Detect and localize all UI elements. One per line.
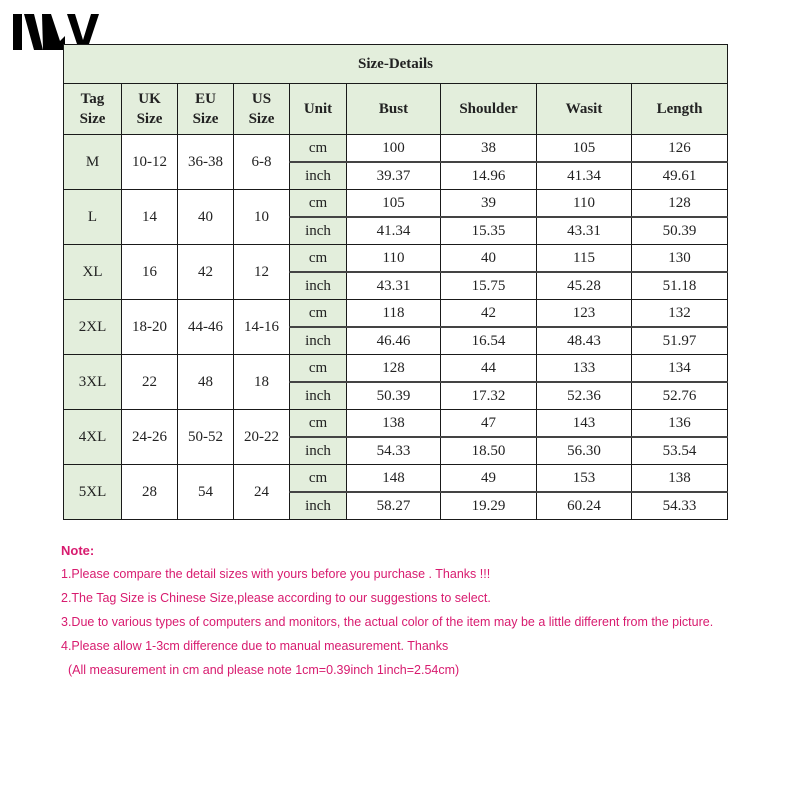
bust-cm-cell: 128 [347, 355, 441, 383]
header-us-size: US Size [234, 84, 290, 135]
table-row [64, 135, 728, 163]
waist-inch-cell: 43.31 [537, 217, 632, 245]
shoulder-inch-cell: 14.96 [441, 162, 537, 190]
header-length: Length [632, 84, 728, 135]
shoulder-inch-cell: 19.29 [441, 492, 537, 520]
length-inch-cell: 51.97 [632, 327, 728, 355]
header-shoulder: Shoulder [441, 84, 537, 135]
note-line-1: 1.Please compare the detail sizes with yours before you purchase . Thanks !!! [61, 567, 491, 581]
bust-inch-cell: 46.46 [347, 327, 441, 355]
waist-cm-cell: 105 [537, 135, 632, 163]
bust-inch-cell: 50.39 [347, 382, 441, 410]
bust-cm-cell: 138 [347, 410, 441, 438]
shoulder-cm-cell: 44 [441, 355, 537, 383]
eu-size-cell: 36-38 [178, 135, 234, 190]
table-title: Size-Details [64, 45, 728, 84]
shoulder-inch-cell: 16.54 [441, 327, 537, 355]
header-unit: Unit [290, 84, 347, 135]
waist-cm-cell: 133 [537, 355, 632, 383]
length-inch-cell: 53.54 [632, 437, 728, 465]
bust-cm-cell: 110 [347, 245, 441, 273]
eu-size-cell: 50-52 [178, 410, 234, 465]
us-size-cell: 18 [234, 355, 290, 410]
shoulder-cm-cell: 40 [441, 245, 537, 273]
length-cm-cell: 138 [632, 465, 728, 493]
bust-inch-cell: 41.34 [347, 217, 441, 245]
waist-inch-cell: 45.28 [537, 272, 632, 300]
unit-inch-cell: inch [290, 327, 347, 355]
tag-size-cell: L [64, 190, 122, 245]
unit-inch-cell: inch [290, 492, 347, 520]
us-size-cell: 12 [234, 245, 290, 300]
uk-size-cell: 14 [122, 190, 178, 245]
waist-cm-cell: 153 [537, 465, 632, 493]
uk-size-cell: 10-12 [122, 135, 178, 190]
length-inch-cell: 54.33 [632, 492, 728, 520]
unit-inch-cell: inch [290, 162, 347, 190]
us-size-cell: 20-22 [234, 410, 290, 465]
unit-cm-cell: cm [290, 355, 347, 383]
note-line-2: 2.The Tag Size is Chinese Size,please according to our suggestions to select. [61, 591, 491, 605]
tag-size-cell: XL [64, 245, 122, 300]
waist-inch-cell: 41.34 [537, 162, 632, 190]
bust-inch-cell: 54.33 [347, 437, 441, 465]
tag-size-cell: M [64, 135, 122, 190]
length-inch-cell: 51.18 [632, 272, 728, 300]
unit-cm-cell: cm [290, 245, 347, 273]
unit-cm-cell: cm [290, 465, 347, 493]
size-details-table [63, 44, 728, 520]
notes-title: Note: [61, 543, 95, 558]
length-inch-cell: 50.39 [632, 217, 728, 245]
bust-inch-cell: 39.37 [347, 162, 441, 190]
eu-size-cell: 44-46 [178, 300, 234, 355]
bust-cm-cell: 100 [347, 135, 441, 163]
unit-inch-cell: inch [290, 272, 347, 300]
note-conversion: (All measurement in cm and please note 1cm=0.39inch 1inch=2.54cm) [68, 663, 460, 677]
shoulder-inch-cell: 18.50 [441, 437, 537, 465]
eu-size-cell: 54 [178, 465, 234, 520]
waist-cm-cell: 115 [537, 245, 632, 273]
shoulder-cm-cell: 42 [441, 300, 537, 328]
uk-size-cell: 22 [122, 355, 178, 410]
uk-size-cell: 24-26 [122, 410, 178, 465]
tag-size-cell: 4XL [64, 410, 122, 465]
table-row [64, 300, 728, 328]
length-inch-cell: 49.61 [632, 162, 728, 190]
us-size-cell: 24 [234, 465, 290, 520]
notes-section [61, 543, 713, 686]
tag-size-cell: 5XL [64, 465, 122, 520]
header-uk-size: UK Size [122, 84, 178, 135]
unit-cm-cell: cm [290, 410, 347, 438]
shoulder-cm-cell: 49 [441, 465, 537, 493]
uk-size-cell: 16 [122, 245, 178, 300]
header-eu-size: EU Size [178, 84, 234, 135]
uk-size-cell: 18-20 [122, 300, 178, 355]
table-row [64, 190, 728, 218]
length-cm-cell: 136 [632, 410, 728, 438]
table-row [64, 465, 728, 493]
bust-inch-cell: 43.31 [347, 272, 441, 300]
shoulder-cm-cell: 47 [441, 410, 537, 438]
header-tag-size: Tag Size [64, 84, 122, 135]
shoulder-inch-cell: 15.35 [441, 217, 537, 245]
shoulder-inch-cell: 15.75 [441, 272, 537, 300]
waist-cm-cell: 110 [537, 190, 632, 218]
unit-inch-cell: inch [290, 437, 347, 465]
length-inch-cell: 52.76 [632, 382, 728, 410]
length-cm-cell: 126 [632, 135, 728, 163]
unit-inch-cell: inch [290, 382, 347, 410]
eu-size-cell: 40 [178, 190, 234, 245]
us-size-cell: 6-8 [234, 135, 290, 190]
us-size-cell: 14-16 [234, 300, 290, 355]
table-row [64, 245, 728, 273]
waist-inch-cell: 52.36 [537, 382, 632, 410]
table-row [64, 355, 728, 383]
tag-size-cell: 3XL [64, 355, 122, 410]
shoulder-cm-cell: 39 [441, 190, 537, 218]
unit-cm-cell: cm [290, 190, 347, 218]
waist-inch-cell: 48.43 [537, 327, 632, 355]
unit-cm-cell: cm [290, 300, 347, 328]
shoulder-inch-cell: 17.32 [441, 382, 537, 410]
tag-size-cell: 2XL [64, 300, 122, 355]
bust-cm-cell: 118 [347, 300, 441, 328]
shoulder-cm-cell: 38 [441, 135, 537, 163]
table-row [64, 410, 728, 438]
unit-inch-cell: inch [290, 217, 347, 245]
eu-size-cell: 48 [178, 355, 234, 410]
note-line-4: 4.Please allow 1-3cm difference due to manual measurement. Thanks [61, 639, 449, 653]
header-bust: Bust [347, 84, 441, 135]
us-size-cell: 10 [234, 190, 290, 245]
bust-cm-cell: 148 [347, 465, 441, 493]
waist-cm-cell: 123 [537, 300, 632, 328]
eu-size-cell: 42 [178, 245, 234, 300]
waist-cm-cell: 143 [537, 410, 632, 438]
bust-cm-cell: 105 [347, 190, 441, 218]
waist-inch-cell: 60.24 [537, 492, 632, 520]
length-cm-cell: 130 [632, 245, 728, 273]
length-cm-cell: 128 [632, 190, 728, 218]
waist-inch-cell: 56.30 [537, 437, 632, 465]
uk-size-cell: 28 [122, 465, 178, 520]
length-cm-cell: 134 [632, 355, 728, 383]
length-cm-cell: 132 [632, 300, 728, 328]
header-waist: Wasit [537, 84, 632, 135]
unit-cm-cell: cm [290, 135, 347, 163]
bust-inch-cell: 58.27 [347, 492, 441, 520]
note-line-3: 3.Due to various types of computers and monitors, the actual color of the item may be a little different from the picture. [61, 615, 714, 629]
